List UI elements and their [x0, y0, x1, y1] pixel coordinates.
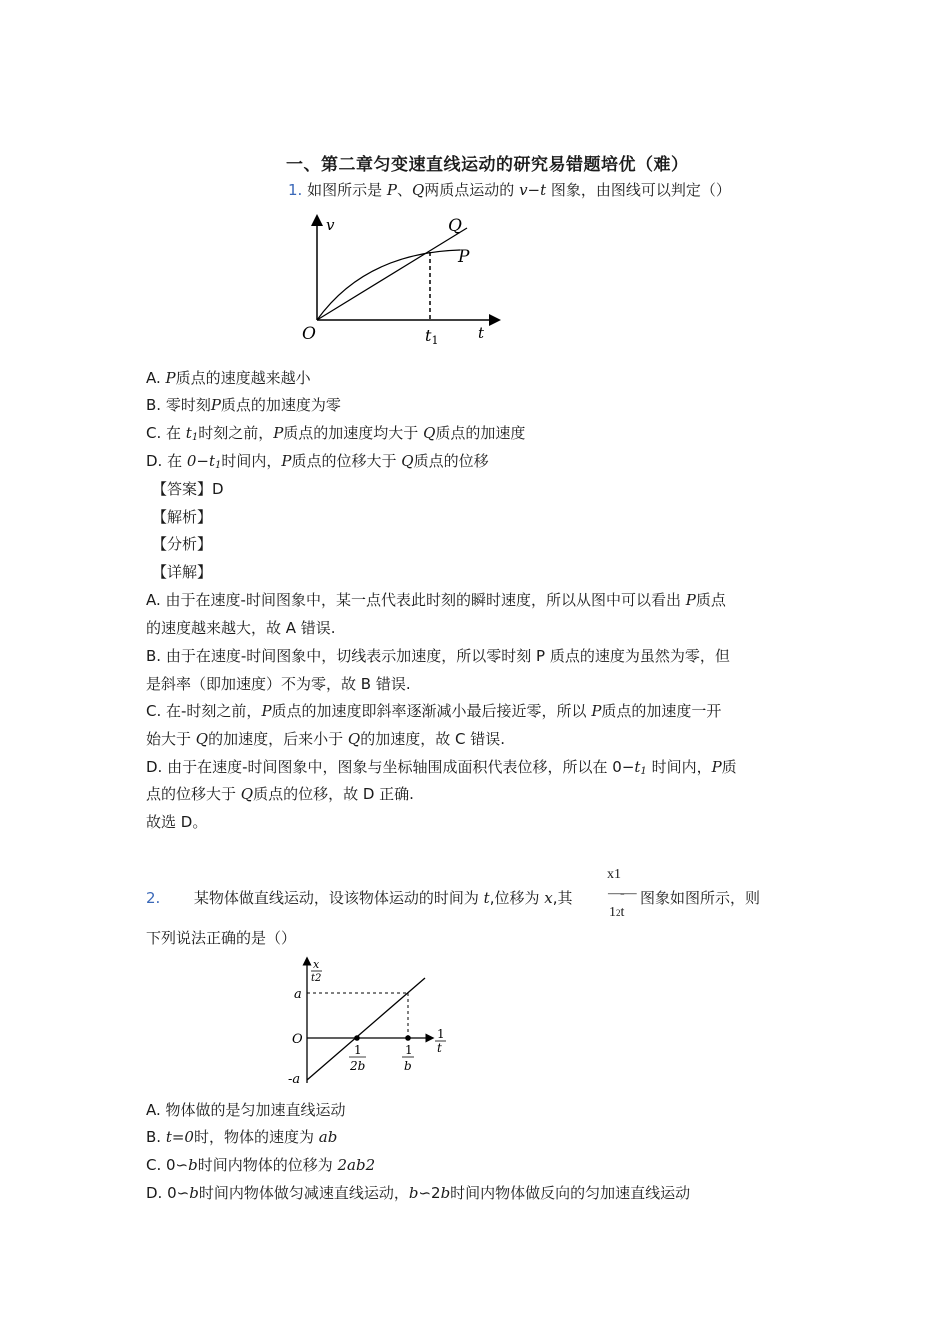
q1-fenxi-heading: 【分析】: [152, 535, 213, 553]
text-run: 质点的加速度一开: [601, 702, 722, 720]
math-symbol: b: [189, 1184, 199, 1202]
q1-explanation-line: [146, 617, 336, 638]
text-run: C. 在-时刻之前，: [146, 702, 262, 720]
q1-explanation-line: [146, 673, 411, 694]
text-run: 两质点运动的: [424, 181, 520, 199]
text-run: 质点的位移: [413, 452, 489, 470]
text-run: 质点的加速度即斜率逐渐减小最后接近零，所以: [271, 702, 592, 720]
text-run: D. 0∽: [146, 1184, 190, 1202]
q2-neg-a-label: -a: [288, 1072, 301, 1087]
math-symbol: P: [261, 702, 272, 720]
text-run: 时间内，: [646, 758, 712, 776]
math-symbol: 0−t: [186, 452, 215, 470]
q2-fraction-bar: —-—: [608, 886, 635, 901]
q1-explanation-line: [146, 700, 721, 721]
text-run: A. 由于在速度-时间图象中，某一点代表此时刻的瞬时速度，所以从图中可以看出: [146, 591, 686, 609]
q2-y-label-top: x: [313, 958, 320, 971]
q2-stem-line1-end: 图象如图所示，则: [640, 889, 761, 907]
text-run: 时间内，: [221, 452, 282, 470]
text-run: 时间内物体做匀减速直线运动，: [198, 1184, 409, 1202]
q1-vt-graph: [295, 208, 505, 348]
q2-graph: [280, 955, 450, 1090]
text-run: 如图所示是: [307, 181, 387, 199]
subscript: 1: [191, 432, 199, 443]
subscript: 1: [640, 766, 647, 777]
math-symbol: ab: [318, 1128, 338, 1146]
q2-fraction-top: x1: [607, 867, 621, 882]
q2-point-2b: [354, 1035, 360, 1041]
q1-option-a: [146, 367, 311, 388]
q2-origin-label: O: [292, 1032, 303, 1047]
math-symbol: Q: [240, 785, 254, 803]
text-run: A.: [146, 369, 166, 387]
q1-number: 1.: [288, 181, 303, 199]
text-run: 、: [396, 181, 412, 199]
text-run: D. 在: [146, 452, 187, 470]
text-run: C. 在: [146, 424, 186, 442]
math-symbol: Q: [401, 452, 414, 470]
q2-stem-line2: 下列说法正确的是（）: [146, 929, 297, 947]
q1-x-label: t: [478, 324, 485, 342]
q2-stem-line1: [146, 887, 572, 908]
math-symbol: P: [591, 702, 602, 720]
text-run: 质点的加速度为零: [220, 396, 341, 414]
text-run: 质: [721, 758, 737, 776]
text-run: 的速度越来越大，故 A 错误.: [146, 619, 336, 637]
text-run: 某物体做直线运动，设该物体运动的时间为: [193, 889, 484, 907]
q1-jiexi-heading: 【解析】: [152, 508, 213, 526]
math-symbol: P: [711, 758, 722, 776]
q1-explanation-line: [146, 783, 414, 804]
q1-curve-p: [317, 250, 460, 320]
text-run: 时刻之前，: [198, 424, 274, 442]
q2-x-label-top: 1: [437, 1027, 445, 1041]
q2-x-label-bottom: t: [437, 1041, 442, 1055]
math-symbol: Q: [195, 730, 209, 748]
q2-tick-2b-bottom: 2b: [350, 1059, 366, 1073]
q2-option-b: [146, 1126, 337, 1147]
q1-explanation-line: [146, 756, 737, 777]
text-run: 质点的位移大于: [291, 452, 402, 470]
text-run: 时间内物体做反向的匀加速直线运动: [450, 1184, 691, 1202]
math-symbol: P: [165, 369, 176, 387]
q1-answer: 【答案】D: [152, 480, 224, 498]
q1-label-q: Q: [448, 216, 462, 236]
text-run: A. 物体做的是匀加速直线运动: [146, 1101, 346, 1119]
q1-stem: [288, 179, 731, 200]
text-run: 时间内物体的位移为: [197, 1156, 338, 1174]
q2-stem-text: [194, 889, 573, 907]
math-symbol: b: [440, 1184, 451, 1202]
q1-option-d: [146, 450, 489, 471]
q1-explanation-line: [146, 589, 726, 610]
text-run: 的加速度，后来小于: [208, 730, 348, 748]
math-symbol: Q: [411, 181, 425, 199]
q2-option-d: [146, 1182, 690, 1203]
q1-t1-label: t1: [425, 326, 439, 347]
math-symbol: P: [386, 181, 397, 199]
q2-fraction-bottom: 12t: [609, 905, 625, 920]
math-symbol: Q: [423, 424, 436, 442]
text-run: 是斜率（即加速度）不为零，故 B 错误.: [146, 675, 411, 693]
q2-option-c: [146, 1154, 375, 1175]
math-symbol: P: [685, 591, 696, 609]
text-run: ,其: [552, 889, 573, 907]
text-run: 的加速度，故 C 错误.: [360, 730, 505, 748]
math-symbol: b: [188, 1156, 198, 1174]
text-run: 质点的位移，故 D 正确.: [253, 785, 414, 803]
math-symbol: P: [273, 424, 284, 442]
math-symbol: t=0: [165, 1128, 194, 1146]
text-run: C. 0∽: [146, 1156, 189, 1174]
q1-y-label: v: [326, 216, 335, 234]
q1-origin-label: O: [302, 324, 316, 344]
q2-tick-b-top: 1: [405, 1043, 413, 1057]
page-title: 一、第二章匀变速直线运动的研究易错题培优（难）: [286, 155, 689, 175]
math-symbol: P: [281, 452, 292, 470]
text-run: 质点的速度越来越小: [175, 369, 311, 387]
text-run: 始大于: [146, 730, 196, 748]
subscript: 1: [215, 460, 222, 471]
text-run: 故选 D。: [146, 813, 208, 831]
text-run: B. 零时刻: [146, 396, 211, 414]
q1-explanation-line: [146, 645, 730, 666]
q1-label-p: P: [458, 247, 470, 267]
q1-stem-text: [307, 181, 731, 199]
math-symbol: x: [544, 889, 553, 907]
q1-explanation-line: [146, 728, 505, 749]
text-run: B. 由于在速度-时间图象中，切线表示加速度，所以零时刻 P 质点的速度为虽然为零，但: [146, 647, 730, 665]
text-run: D. 由于在速度-时间图象中，图象与坐标轴围成面积代表位移，所以在 0−: [146, 758, 635, 776]
q2-y-label-bottom: t2: [311, 973, 322, 984]
text-run: 时，物体的速度为: [193, 1128, 319, 1146]
math-symbol: 2ab2: [337, 1156, 376, 1174]
text-run: ∽2: [418, 1184, 441, 1202]
q2-number: 2.: [146, 889, 161, 907]
q2-option-a: [146, 1099, 346, 1120]
q2-tick-2b-top: 1: [354, 1043, 362, 1057]
q1-option-b: [146, 394, 341, 415]
q2-point-b: [405, 1035, 411, 1041]
q2-a-label: a: [294, 987, 302, 1002]
q2-tick-b-bottom: b: [404, 1059, 412, 1073]
text-run: 质点的加速度均大于: [283, 424, 424, 442]
math-symbol: P: [210, 396, 221, 414]
math-symbol: t: [483, 889, 490, 907]
math-symbol: b: [408, 1184, 419, 1202]
q1-conclusion: [146, 811, 207, 832]
math-symbol: t: [185, 424, 192, 442]
text-run: 质点: [695, 591, 726, 609]
q1-xiangjie-heading: 【详解】: [152, 563, 213, 581]
q1-option-c: [146, 422, 525, 443]
math-symbol: v−t: [519, 181, 547, 199]
math-symbol: t: [634, 758, 641, 776]
text-run: 质点的加速度: [435, 424, 526, 442]
text-run: ,位移为: [489, 889, 545, 907]
math-symbol: Q: [347, 730, 361, 748]
text-run: 图象，由图线可以判定（）: [546, 181, 731, 199]
q1-line-q: [317, 228, 467, 320]
text-run: B.: [146, 1128, 166, 1146]
text-run: 点的位移大于: [146, 785, 241, 803]
